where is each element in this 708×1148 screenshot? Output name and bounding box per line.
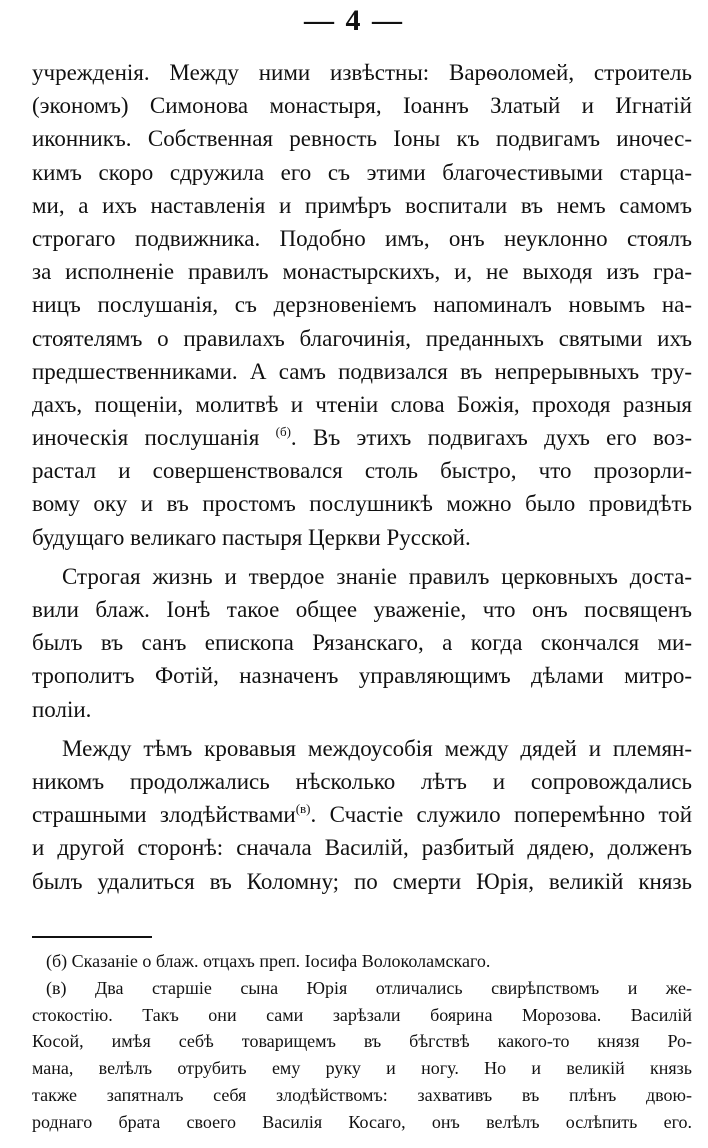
text-line: предшественниками. А самъ подвизался въ непрерывныхъ тру- — [32, 358, 692, 384]
text-fragment: иноческія послушанія — [32, 425, 260, 451]
footnote-line: мана, велѣлъ отрубить ему руку и ногу. Но и великій князь — [32, 1058, 692, 1079]
footnote-separator — [32, 936, 152, 938]
text-line: Строгая жизнь и твердое знаніе правилъ церковныхъ доста- — [62, 563, 692, 589]
text-line: (экономъ) Симонова монастыря, Іоаннъ Златый и Игнатій — [32, 93, 692, 119]
footnote-line: (б) Сказаніе о блаж. отцахъ преп. Іосифа Волоколамскаго. — [46, 951, 491, 971]
text-line: трополитъ Фотій, назначенъ управляющимъ дѣлами митро- — [32, 663, 692, 689]
text-line: растал и совершенствовался столь быстро, что прозорли- — [32, 458, 692, 484]
body-text — [32, 56, 692, 898]
text-line: былъ удалиться въ Коломну; по смерти Юрія, великій князь — [32, 868, 692, 894]
text-line: иконникъ. Собственная ревность Іоны къ подвигамъ иночес- — [32, 126, 692, 152]
footnote-line: стокостію. Такъ они сами зарѣзали боярина Морозова. Василій — [32, 1004, 692, 1025]
footnotes — [32, 948, 692, 1136]
text-line: вому оку и въ простомъ послушникѣ можно было провидѣть — [32, 491, 692, 517]
footnote-line: (в) Два старшіе сына Юрія отличались свирѣпствомъ и же- — [46, 977, 692, 998]
text-line: и другой сторонѣ: сначала Василій, разбитый дядею, долженъ — [32, 835, 692, 861]
text-line-with-note — [32, 421, 692, 454]
text-line: за исполненіе правилъ монастырскихъ, и, не выходя изъ гра- — [32, 259, 692, 285]
paragraph-3 — [32, 732, 692, 898]
footnote-line: роднаго брата своего Василія Косаго, онъ велѣлъ ослѣпить его. — [32, 1111, 692, 1132]
text-line: ницъ послушанія, съ дерзновеніемъ напоминалъ новымъ на- — [32, 292, 692, 318]
text-line: былъ въ санъ епископа Рязанскаго, а когда скончался ми- — [32, 630, 692, 656]
footnote-line: Косой, имѣя себѣ товарищемъ въ бѣгствѣ какого-то князя Ро- — [32, 1031, 692, 1052]
text-line: дахъ, пощеніи, молитвѣ и чтеніи слова Божія, проходя разныя — [32, 391, 692, 417]
text-line: учрежденія. Между ними извѣстны: Варѳоломей, строитель — [32, 60, 692, 85]
text-fragment: . Въ этихъ подвигахъ духъ его воз- — [290, 425, 692, 451]
text-line: Между тѣмъ кровавыя междоусобія между дядей и племян- — [62, 735, 692, 761]
text-line: поліи. — [32, 696, 92, 722]
text-line: строгаго подвижника. Подобно имъ, онъ неуклонно стоялъ — [32, 225, 692, 251]
text-line: никомъ продолжались нѣсколько лѣтъ и сопровождались — [32, 768, 692, 794]
text-line: будущаго великаго пастыря Церкви Русской. — [32, 524, 471, 550]
text-line: вили блаж. Іонѣ такое общее уваженіе, что онъ посвященъ — [32, 597, 692, 622]
text-line: кимъ скоро сдружила его съ этими благочестивыми старца- — [32, 159, 692, 185]
text-line: ми, а ихъ наставленія и примѣръ воспитали въ немъ самомъ — [32, 192, 692, 218]
footnote-marker[interactable]: (б) — [275, 424, 291, 440]
paragraph-2 — [32, 560, 692, 726]
text-fragment: . Счастіе служило поперемѣнно той — [310, 802, 693, 828]
footnote-marker[interactable]: (в) — [295, 801, 311, 817]
text-fragment: страшными злодѣйствами — [32, 802, 296, 828]
footnote-b — [32, 948, 692, 975]
footnote-line: также запятналъ себя злодѣйствомъ: захвативъ въ плѣнъ двою- — [32, 1084, 692, 1105]
footnote-v — [32, 975, 692, 1136]
page-number: — 4 — — [304, 4, 404, 37]
text-line-with-note — [32, 798, 692, 831]
text-line: стоятелямъ о правилахъ благочинія, преданныхъ святыми ихъ — [32, 325, 692, 351]
paragraph-1 — [32, 56, 692, 554]
